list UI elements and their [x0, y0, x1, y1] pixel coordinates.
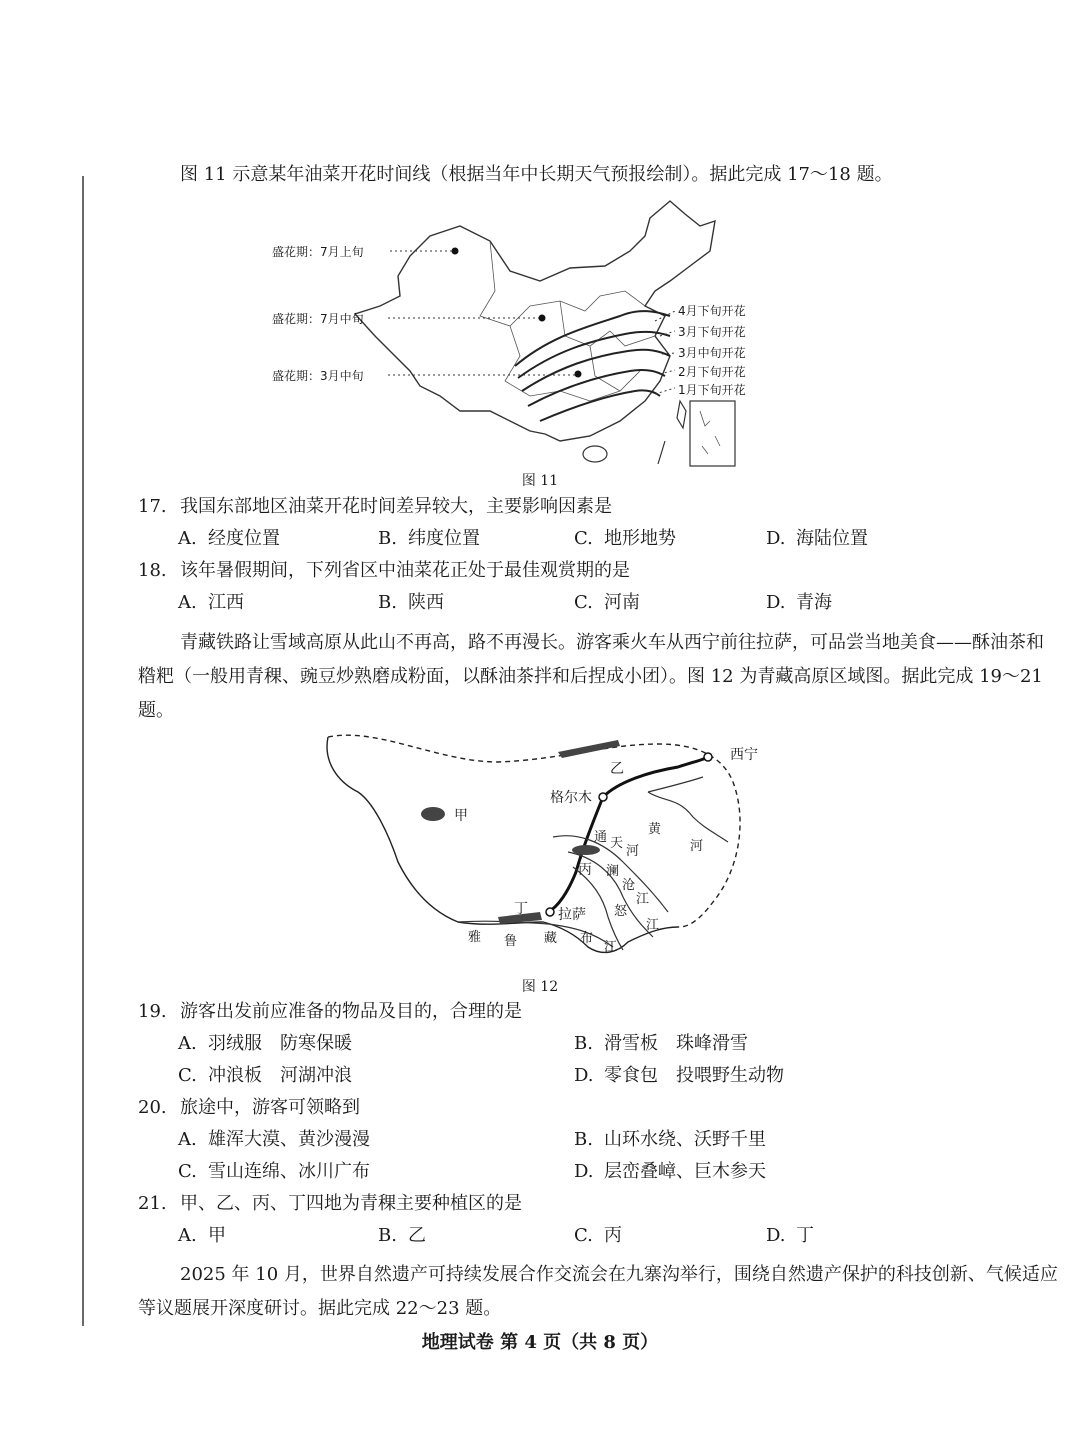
q18-option-c[interactable]: C. 河南	[574, 592, 640, 613]
q21-option-d[interactable]: D. 丁	[766, 1225, 814, 1246]
q17-option-c[interactable]: C. 地形地势	[574, 528, 676, 549]
region-jia	[421, 807, 445, 821]
question-17-stem: 我国东部地区油菜开花时间差异较大，主要影响因素是	[180, 496, 612, 517]
region-yi	[558, 740, 620, 758]
label-bloom-feb-late: 2月下旬开花	[678, 365, 746, 379]
q19-option-d[interactable]: D. 零食包 投喂野生动物	[574, 1065, 784, 1086]
label-ding: 丁	[514, 901, 528, 917]
label-bloom-jan-late: 1月下旬开花	[678, 383, 746, 397]
railway-south	[548, 797, 603, 912]
intro-q22-23: 2025 年 10 月，世界自然遗产可持续发展合作交流会在九寨沟举行，围绕自然遗产保护的科技创新、气候适应等议题展开深度研讨。据此完成 22～23 题。	[138, 1264, 1058, 1319]
intro-q17-18: 图 11 示意某年油菜开花时间线（根据当年中长期天气预报绘制）。据此完成 17～18 题。	[180, 164, 893, 185]
plateau-boundary	[328, 735, 740, 927]
river-huang: 黄	[648, 822, 662, 837]
question-21-stem: 甲、乙、丙、丁四地为青稞主要种植区的是	[180, 1193, 522, 1214]
label-jia: 甲	[454, 808, 468, 824]
river-lu: 鲁	[504, 934, 518, 949]
q18-option-b[interactable]: B. 陕西	[378, 592, 444, 613]
figure-12-caption: 图 12	[521, 979, 559, 995]
figure-12-map	[318, 722, 758, 972]
river-lan: 澜	[606, 864, 620, 879]
intro-q19-21: 青藏铁路让雪域高原从此山不再高，路不再漫长。游客乘火车从西宁前往拉萨，可品尝当地美食——酥油茶和糌粑（一般用青稞、豌豆炒熟磨成粉面，以酥油茶拌和后捏成小团）。图 12 为青藏高原区域图。据此完成 19～21 题。	[138, 632, 1044, 721]
river-yarlung-jiang: 江	[604, 940, 618, 955]
q20-option-c[interactable]: C. 雪山连绵、冰川广布	[178, 1161, 370, 1182]
china-outline	[355, 201, 715, 441]
river-ya: 雅	[468, 930, 482, 945]
question-19: 19. 游客出发前应准备的物品及目的，合理的是	[138, 1001, 522, 1022]
figure-11-map	[260, 196, 800, 476]
label-bloom-mar-late: 3月下旬开花	[678, 325, 746, 339]
q17-option-a[interactable]: A. 经度位置	[178, 528, 280, 549]
page-footer: 地理试卷 第 4 页（共 8 页）	[421, 1332, 659, 1353]
q20-option-b[interactable]: B. 山环水绕、沃野千里	[574, 1129, 766, 1150]
q20-option-a[interactable]: A. 雄浑大漠、黄沙漫漫	[178, 1129, 370, 1150]
question-17: 17. 我国东部地区油菜开花时间差异较大，主要影响因素是	[138, 496, 612, 517]
q21-option-c[interactable]: C. 丙	[574, 1225, 622, 1246]
q18-option-a[interactable]: A. 江西	[178, 592, 244, 613]
binding-margin-line	[82, 176, 84, 1326]
river-bu: 布	[580, 931, 594, 946]
q18-option-d[interactable]: D. 青海	[766, 592, 832, 613]
label-bloom-apr-late: 4月下旬开花	[678, 304, 746, 318]
question-18-stem: 该年暑假期间，下列省区中油菜花正处于最佳观赏期的是	[180, 560, 630, 581]
river-cang: 沧	[622, 878, 636, 893]
q20-option-d[interactable]: D. 层峦叠嶂、巨木参天	[574, 1161, 766, 1182]
label-peak-jul-mid: 盛花期：7月中旬	[272, 312, 364, 326]
river-he: 河	[690, 839, 704, 854]
label-xining: 西宁	[730, 747, 758, 763]
river-tong: 通	[594, 830, 608, 845]
q19-option-c[interactable]: C. 冲浪板 河湖冲浪	[178, 1065, 352, 1086]
question-21: 21. 甲、乙、丙、丁四地为青稞主要种植区的是	[138, 1193, 522, 1214]
river-tian: 天	[610, 836, 624, 851]
q21-option-b[interactable]: B. 乙	[378, 1225, 426, 1246]
isoline-jan-late	[540, 390, 660, 421]
q17-option-b[interactable]: B. 纬度位置	[378, 528, 480, 549]
question-18: 18. 该年暑假期间，下列省区中油菜花正处于最佳观赏期的是	[138, 560, 630, 581]
river-lancang-jiang: 江	[636, 892, 650, 907]
label-bloom-mar-mid: 3月中旬开花	[678, 346, 746, 360]
q17-option-d[interactable]: D. 海陆位置	[766, 528, 868, 549]
label-lhasa: 拉萨	[558, 907, 586, 923]
river-nu-jiang: 江	[646, 918, 660, 933]
q19-option-a[interactable]: A. 羽绒服 防寒保暖	[178, 1033, 352, 1054]
figure-11-caption: 图 11	[521, 473, 559, 489]
question-19-stem: 游客出发前应准备的物品及目的，合理的是	[180, 1001, 522, 1022]
label-bing: 丙	[578, 862, 592, 878]
q19-option-b[interactable]: B. 滑雪板 珠峰滑雪	[574, 1033, 748, 1054]
question-20: 20. 旅途中，游客可领略到	[138, 1097, 360, 1118]
label-peak-mar-mid: 盛花期：3月中旬	[272, 369, 364, 383]
river-nu: 怒	[614, 904, 628, 919]
river-zang: 藏	[544, 931, 558, 946]
label-peak-jul-early: 盛花期：7月上旬	[272, 245, 364, 259]
label-yi: 乙	[610, 761, 624, 777]
south-china-sea-inset	[690, 401, 735, 466]
q21-option-a[interactable]: A. 甲	[178, 1225, 226, 1246]
label-golmud: 格尔木	[550, 790, 592, 806]
question-20-stem: 旅途中，游客可领略到	[180, 1097, 360, 1118]
river-tongtian-he: 河	[626, 844, 640, 859]
region-bing	[572, 845, 600, 855]
